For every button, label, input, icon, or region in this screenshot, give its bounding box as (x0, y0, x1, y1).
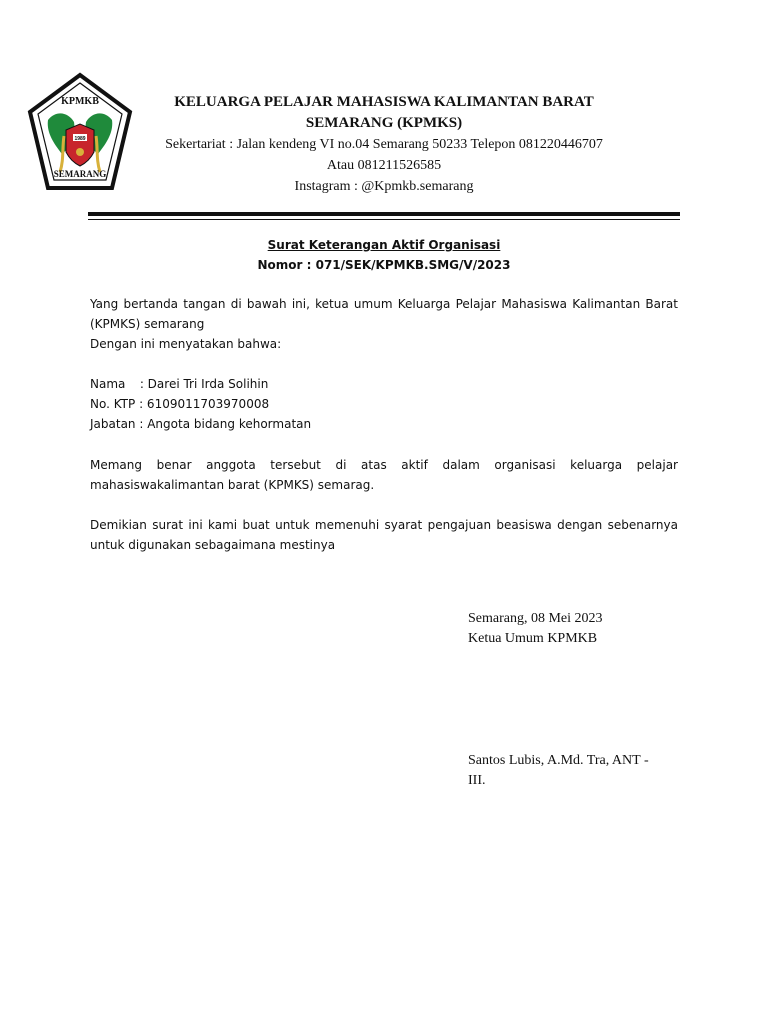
organization-logo (26, 72, 134, 192)
place-date: Semarang, 08 Mei 2023 (468, 611, 603, 626)
signer-name-line2: III. (468, 773, 486, 788)
signature-block (468, 609, 678, 649)
identity-row-position (90, 414, 678, 434)
org-name-line1: KELUARGA PELAJAR MAHASISWA KALIMANTAN BARAT (174, 94, 594, 110)
position-label: Jabatan (90, 417, 136, 431)
letter-title: Surat Keterangan Aktif Organisasi (267, 238, 501, 252)
letter-heading (90, 235, 678, 275)
position-value: : Angota bidang kehormatan (139, 417, 312, 431)
ktp-label: No. KTP (90, 397, 136, 411)
logo-emblem-icon (26, 72, 134, 192)
closing-paragraph: Demikian surat ini kami buat untuk memenuhi syarat pengajuan beasiswa dengan sebenarnya untuk digunakan sebagaimana mestinya (90, 518, 678, 552)
ktp-value: : 6109011703970008 (139, 397, 270, 411)
letter-opening (90, 294, 678, 354)
logo-bottom-text: SEMARANG (53, 169, 107, 179)
secretariat-address: Sekertariat : Jalan kendeng VI no.04 Semarang 50233 Telepon 081220446707 (165, 137, 603, 152)
name-label: Nama (90, 377, 126, 391)
signer-name-line1: Santos Lubis, A.Md. Tra, ANT - (468, 753, 649, 768)
logo-small-text: 1989 (74, 136, 86, 142)
header-divider-thin (88, 219, 680, 220)
statement-paragraph: Memang benar anggota tersebut di atas aktif dalam organisasi keluarga pelajar mahasiswakalimantan barat (KPMKS) semarag. (90, 458, 678, 492)
alternate-phone: Atau 081211526585 (326, 158, 442, 173)
letterhead (140, 92, 628, 197)
letter-number: Nomor : 071/SEK/KPMKB.SMG/V/2023 (257, 258, 511, 272)
member-identity (90, 374, 678, 434)
header-divider-thick (88, 212, 680, 216)
signer-role: Ketua Umum KPMKB (468, 631, 598, 646)
signer-name-block (468, 751, 678, 791)
org-name-line2: SEMARANG (KPMKS) (305, 115, 463, 131)
identity-row-name (90, 374, 678, 394)
name-value: : Darei Tri Irda Solihin (139, 377, 269, 391)
logo-top-text: KPMKB (61, 96, 99, 107)
opening-paragraph: Yang bertanda tangan di bawah ini, ketua umum Keluarga Pelajar Mahasiswa Kalimantan Barat (KPMKS) semarang (90, 297, 678, 331)
identity-row-ktp (90, 394, 678, 414)
instagram-handle: Instagram : @Kpmkb.semarang (294, 179, 474, 194)
declaration-text: Dengan ini menyatakan bahwa: (90, 337, 282, 351)
